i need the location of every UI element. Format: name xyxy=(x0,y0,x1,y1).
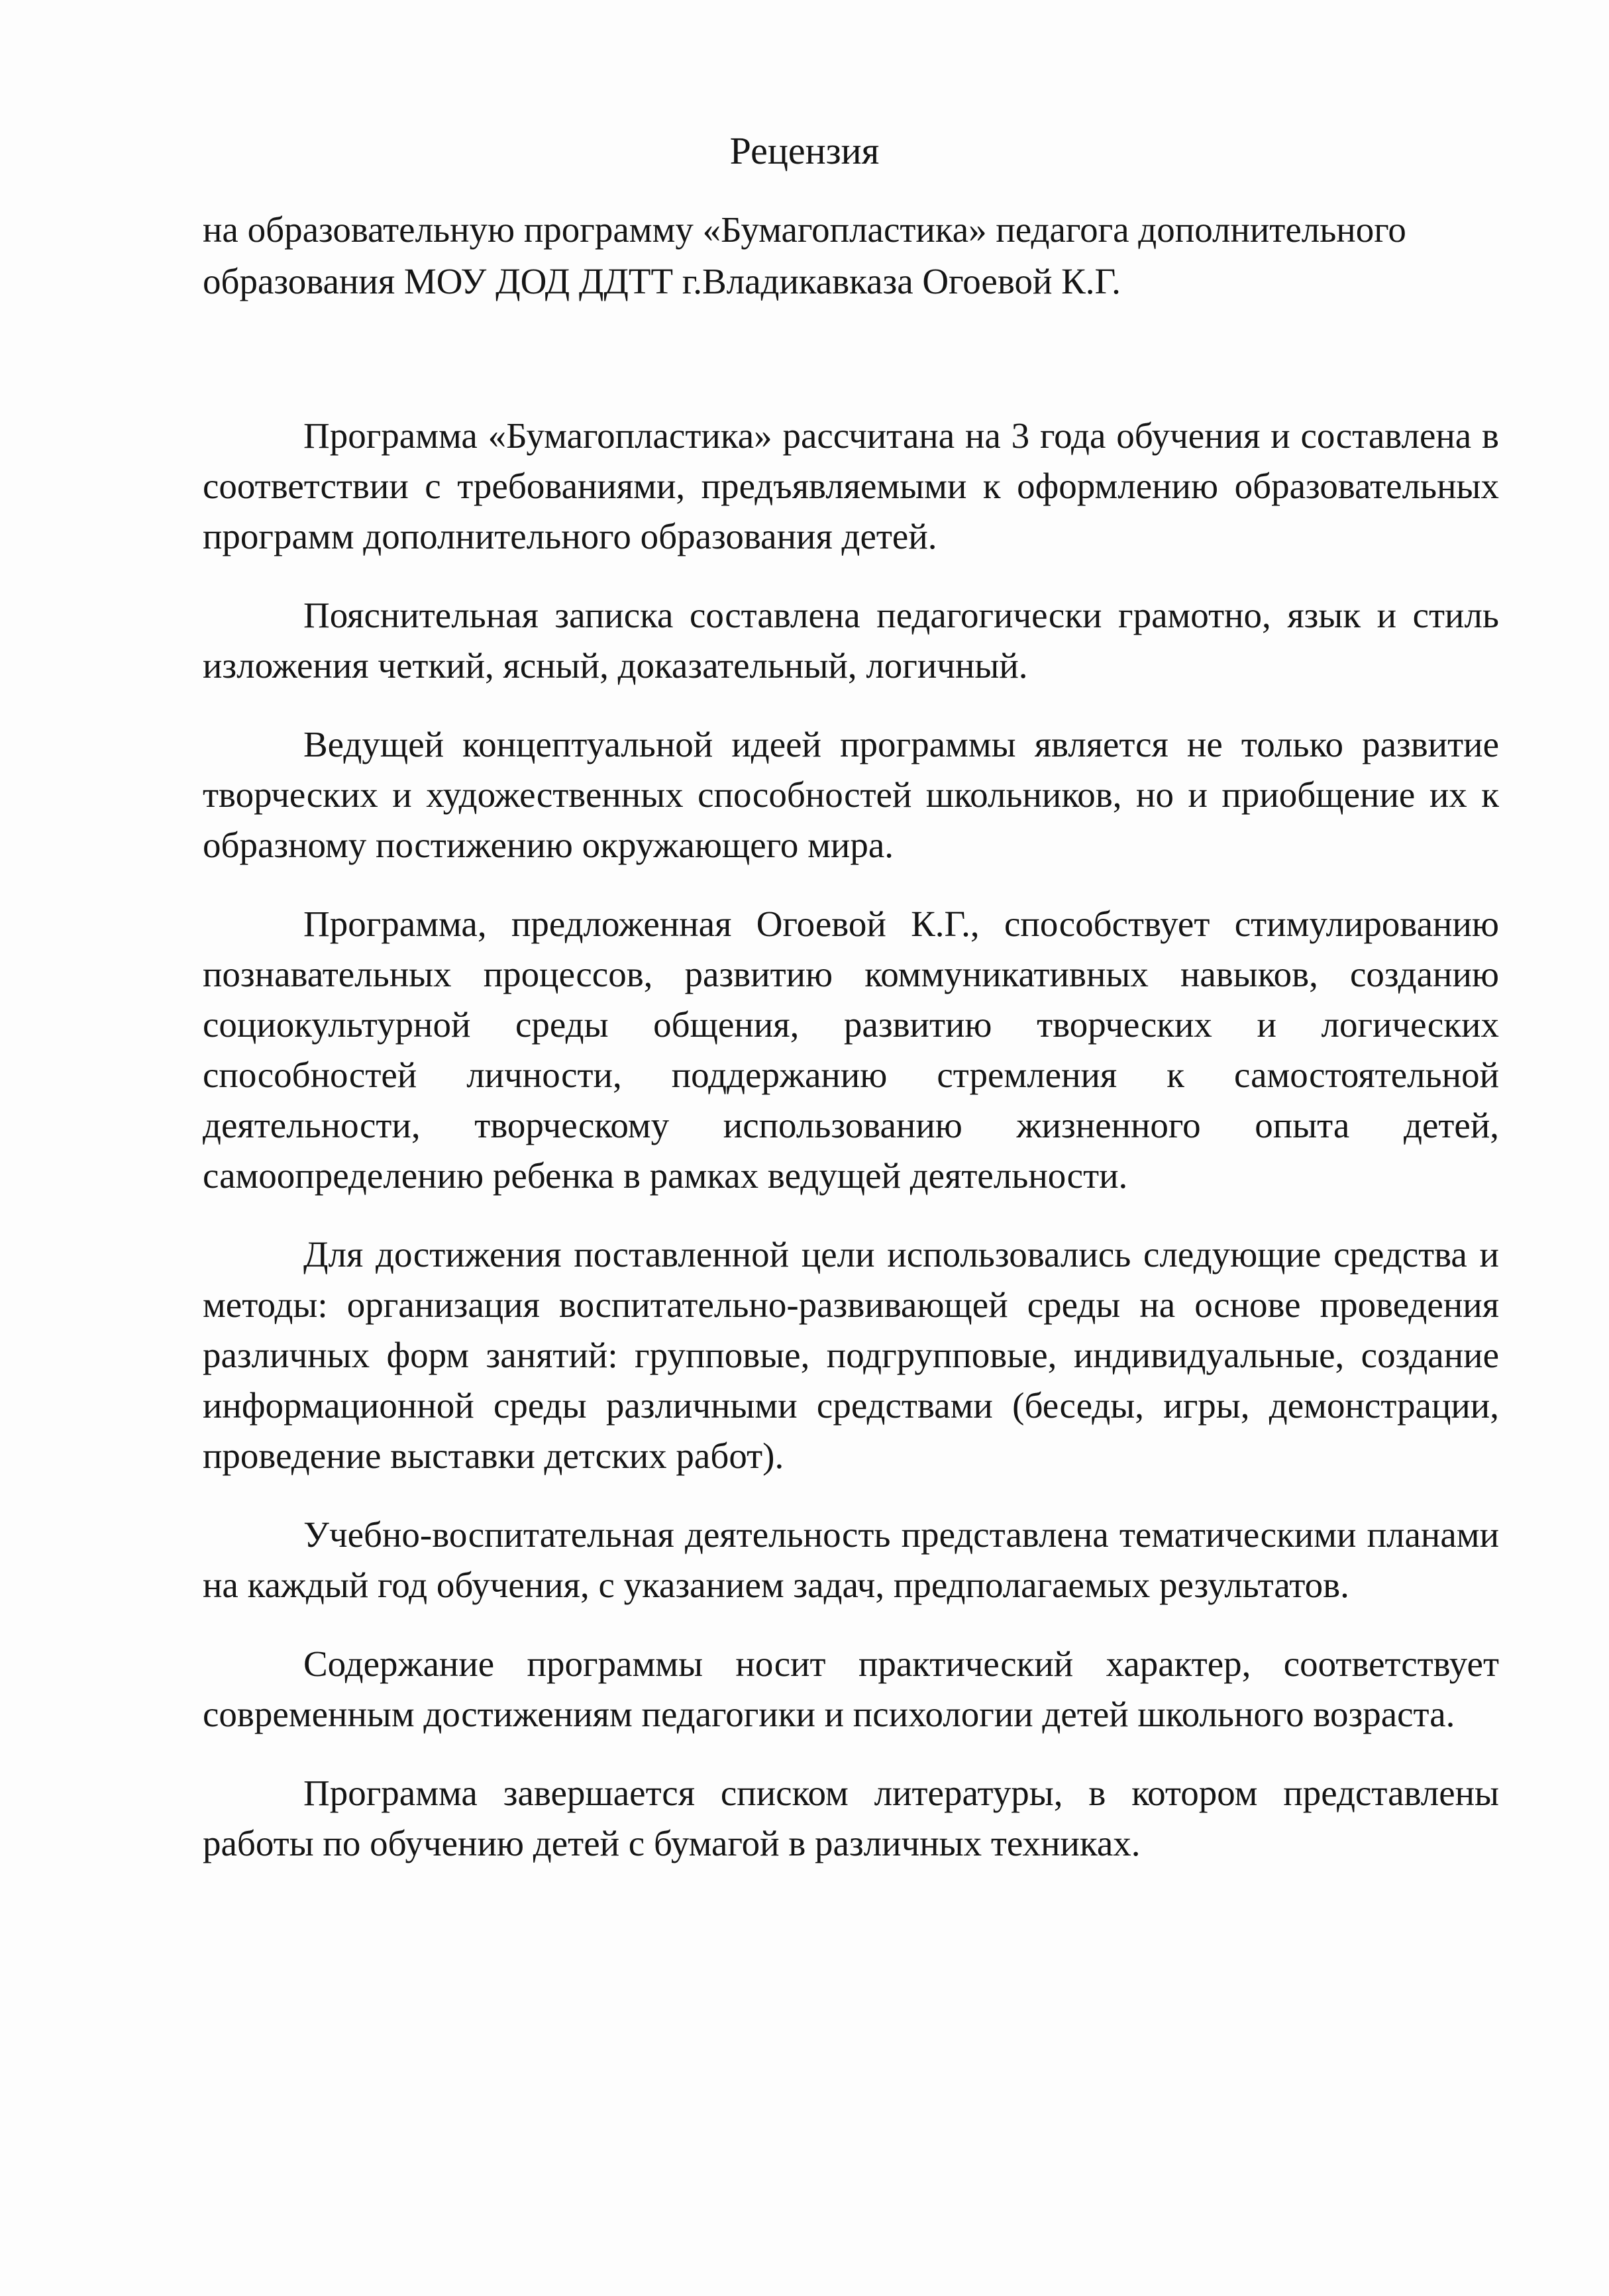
paragraph-concept: Ведущей концептуальной идеей программы является не только развитие творческих и художественных способностей школьников, но и приобщение их к образному постижению окружающего мира. xyxy=(203,724,1499,865)
paragraph-program-benefits: Программа, предложенная Огоевой К.Г., способствует стимулированию познавательных процессов, развитию коммуникативных навыков, созданию социокультурной среды общения, развитию творческих и логических способностей личности, поддержанию стремления к самостоятельной деятельности, творческому использованию жизненного опыта детей, самоопределению ребенка в рамках ведущей деятельности. xyxy=(203,904,1499,1196)
document-body xyxy=(203,411,1499,1897)
paragraph-content: Содержание программы носит практический характер, соответствует современным достижениям педагогики и психологии детей школьного возраста. xyxy=(203,1644,1499,1734)
document-title: Рецензия xyxy=(729,129,880,172)
document-subtitle: на образовательную программу «Бумагопластика» педагога дополнительного образования МОУ ДОД ДДТТ г.Владикавказа Огоевой К.Г. xyxy=(203,209,1406,301)
paragraph-thematic-plans: Учебно-воспитательная деятельность представлена тематическими планами на каждый год обучения, с указанием задач, предполагаемых результатов. xyxy=(203,1514,1499,1605)
paragraph-literature: Программа завершается списком литературы, в котором представлены работы по обучению детей с бумагой в различных техниках. xyxy=(203,1773,1499,1863)
paragraph-methods: Для достижения поставленной цели использовались следующие средства и методы: организация воспитательно-развивающей среды на основе проведения различных форм занятий: групповые, подгрупповые, индивидуальные, создание информационной среды различными средствами (беседы, игры, демонстрации, проведение выставки детских работ). xyxy=(203,1234,1499,1476)
paragraph-explanatory-note: Пояснительная записка составлена педагогически грамотно, язык и стиль изложения четкий, ясный, доказательный, логичный. xyxy=(203,595,1499,686)
paragraph-program-duration: Программа «Бумагопластика» рассчитана на 3 года обучения и составлена в соответствии с требованиями, предъявляемыми к оформлению образовательных программ дополнительного образования детей. xyxy=(203,415,1499,556)
